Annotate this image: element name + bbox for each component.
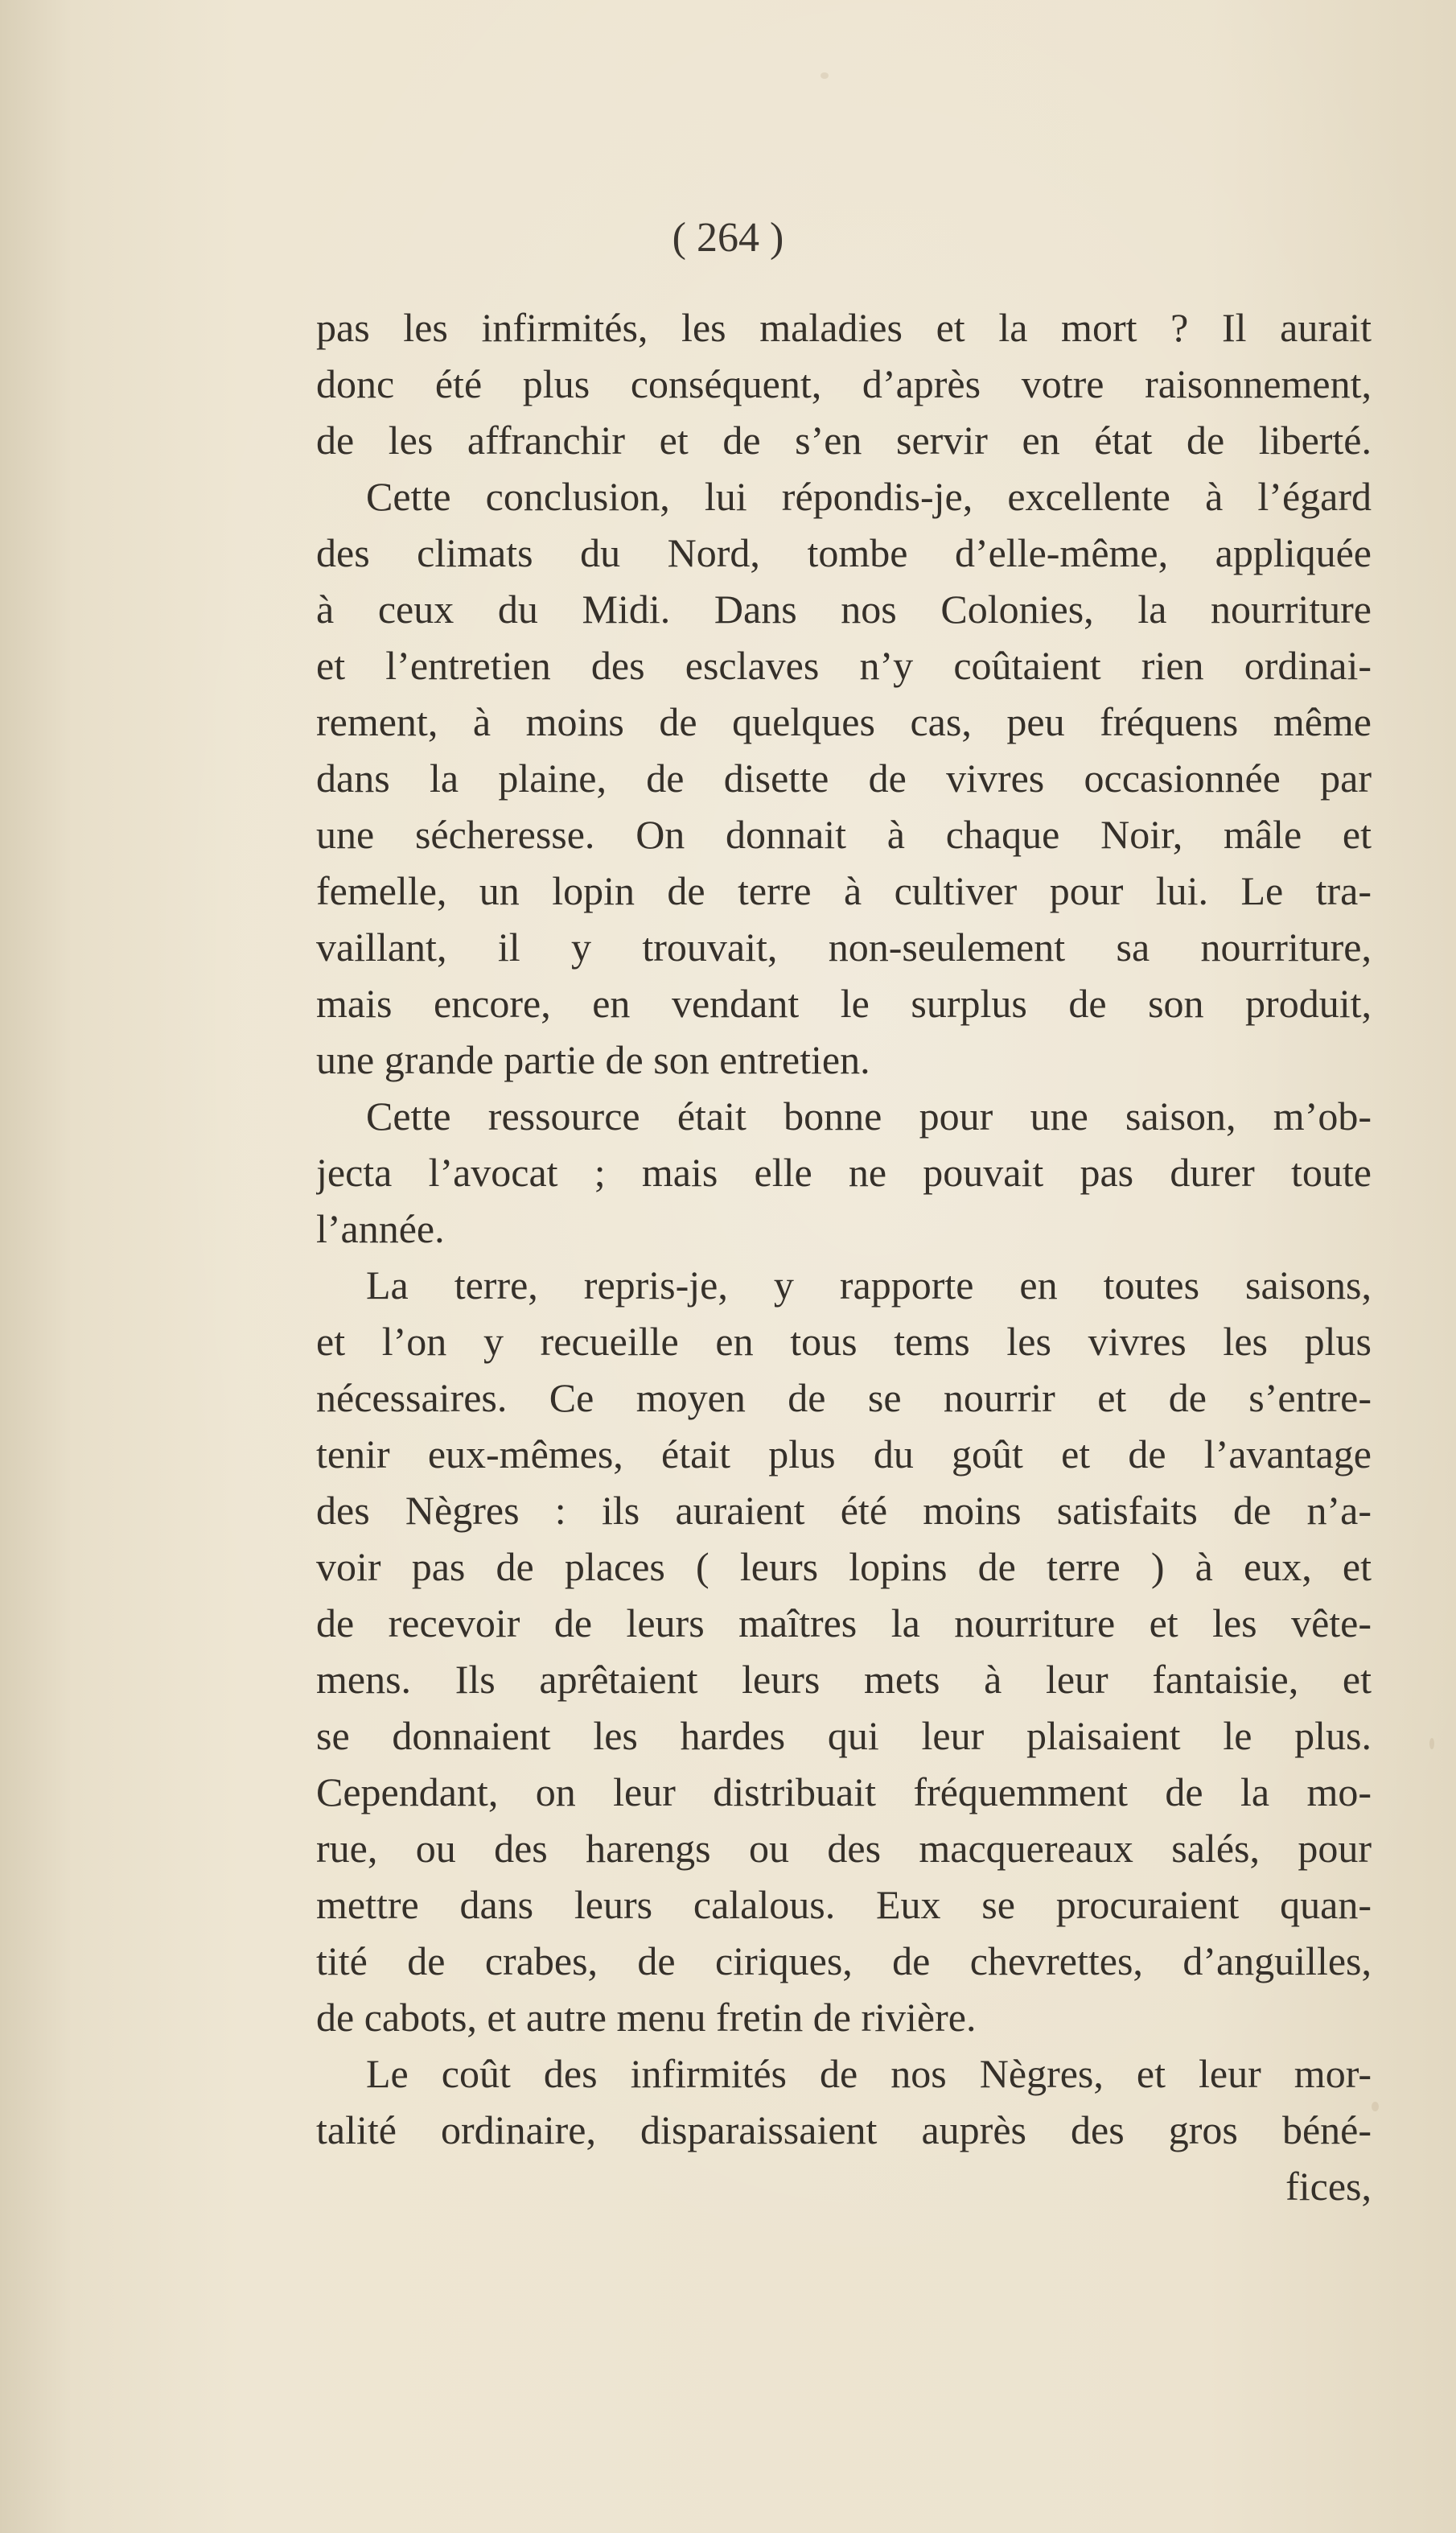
text-line: se donnaient les hardes qui leur plaisaient le plus. [316, 1713, 1372, 1758]
text-line: femelle, un lopin de terre à cultiver pour lui. Le tra- [316, 868, 1372, 913]
text-line: nécessaires. Ce moyen de se nourrir et de s’entre- [316, 1375, 1372, 1420]
text-line: de les affranchir et de s’en servir en état de liberté. [316, 418, 1372, 463]
text-line: rement, à moins de quelques cas, peu fréquens même [316, 699, 1372, 744]
text-line: et l’entretien des esclaves n’y coûtaient rien ordinai- [316, 643, 1372, 688]
text-line: une sécheresse. On donnait à chaque Noir, mâle et [316, 812, 1372, 857]
text-line: donc été plus conséquent, d’après votre raisonnement, [316, 361, 1372, 406]
text-line: et l’on y recueille en tous tems les vivres les plus [316, 1319, 1372, 1364]
text-line: mettre dans leurs calalous. Eux se procuraient quan- [316, 1882, 1372, 1927]
body-text [316, 299, 1372, 2214]
text-line: talité ordinaire, disparaissaient auprès des gros béné- [316, 2107, 1372, 2152]
text-line: tité de crabes, de ciriques, de chevrettes, d’anguilles, [316, 1938, 1372, 1983]
text-line: mais encore, en vendant le surplus de son produit, [316, 981, 1372, 1026]
text-line: Le coût des infirmités de nos Nègres, et leur mor- [366, 2051, 1372, 2096]
text-line: voir pas de places ( leurs lopins de terre ) à eux, et [316, 1544, 1372, 1589]
page-number: ( 264 ) [672, 215, 784, 261]
text-line: pas les infirmités, les maladies et la mort ? Il aurait [316, 305, 1372, 350]
text-line: Cependant, on leur distribuait fréquemment de la mo- [316, 1769, 1372, 1814]
text-line: Cette conclusion, lui répondis-je, excellente à l’égard [366, 474, 1372, 519]
text-line: des climats du Nord, tombe d’elle-même, appliquée [316, 530, 1372, 575]
text-line: vaillant, il y trouvait, non-seulement sa nourriture, [316, 925, 1372, 970]
text-line: dans la plaine, de disette de vivres occasionnée par [316, 756, 1372, 801]
text-line: La terre, repris-je, y rapporte en toutes saisons, [366, 1262, 1372, 1308]
catchword: fices, [1285, 2164, 1372, 2209]
text-line: à ceux du Midi. Dans nos Colonies, la nourriture [316, 587, 1372, 632]
paper-stain [821, 72, 829, 79]
text-line: tenir eux-mêmes, était plus du goût et de l’avantage [316, 1431, 1372, 1477]
text-line: mens. Ils aprêtaient leurs mets à leur fantaisie, et [316, 1657, 1372, 1702]
text-line: l’année. [316, 1206, 445, 1251]
text-line: Cette ressource était bonne pour une saison, m’ob- [366, 1094, 1372, 1139]
text-line: jecta l’avocat ; mais elle ne pouvait pas durer toute [316, 1150, 1372, 1195]
text-line: rue, ou des harengs ou des macquereaux salés, pour [316, 1826, 1372, 1871]
text-line: des Nègres : ils auraient été moins satisfaits de n’a- [316, 1488, 1372, 1533]
text-line: de cabots, et autre menu fretin de rivière. [316, 1995, 977, 2040]
text-line: une grande partie de son entretien. [316, 1037, 870, 1082]
paper-stain [1429, 1738, 1434, 1749]
text-line: de recevoir de leurs maîtres la nourriture et les vête- [316, 1600, 1372, 1645]
paper-stain [1372, 2102, 1379, 2111]
